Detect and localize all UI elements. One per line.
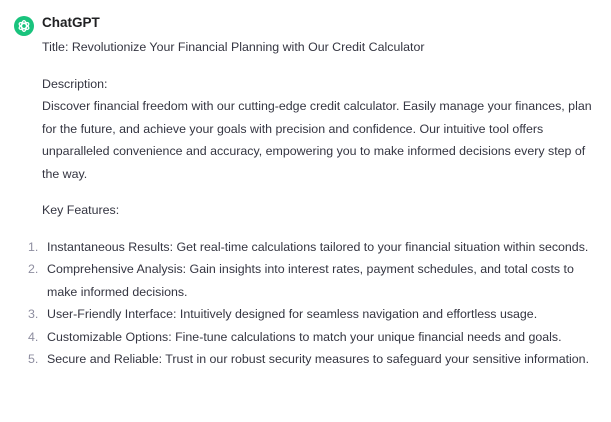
list-number: 3. bbox=[28, 307, 39, 321]
list-item-text: User-Friendly Interface: Intuitively designed for seamless navigation and effortless usage. bbox=[47, 307, 538, 321]
features-list bbox=[28, 236, 590, 371]
assistant-avatar bbox=[14, 16, 34, 36]
title-line: Title: Revolutionize Your Financial Planning with Our Credit Calculator bbox=[42, 40, 425, 54]
list-number: 2. bbox=[28, 262, 39, 276]
list-item bbox=[28, 258, 607, 303]
list-item bbox=[28, 303, 607, 326]
list-item bbox=[28, 236, 607, 259]
features-label: Key Features: bbox=[42, 203, 120, 217]
list-item bbox=[28, 326, 607, 349]
list-number: 1. bbox=[28, 239, 39, 254]
list-item bbox=[28, 348, 607, 371]
list-item-text: Comprehensive Analysis: Gain insights into interest rates, payment schedules, and total costs to make informed decisions. bbox=[47, 262, 574, 299]
list-item-text: Instantaneous Results: Get real-time calculations tailored to your financial situation within seconds. bbox=[47, 239, 589, 254]
message-author: ChatGPT bbox=[42, 15, 100, 30]
list-item-text: Secure and Reliable: Trust in our robust security measures to safeguard your sensitive information. bbox=[47, 352, 590, 366]
description-text: Discover financial freedom with our cutting-edge credit calculator. Easily manage your finances, plan for the future, and achieve your goals with precision and confidence. Our intuitive tool offers unparalleled convenience and accuracy, empowering you to make informed decisions every step of the way. bbox=[42, 99, 592, 181]
list-item-text: Customizable Options: Fine-tune calculations to match your unique financial needs and goals. bbox=[47, 329, 562, 344]
list-number: 5. bbox=[28, 352, 39, 366]
message-content bbox=[28, 36, 598, 371]
openai-logo-icon bbox=[17, 19, 31, 33]
list-number: 4. bbox=[28, 329, 39, 344]
description-label: Description: bbox=[42, 76, 108, 91]
